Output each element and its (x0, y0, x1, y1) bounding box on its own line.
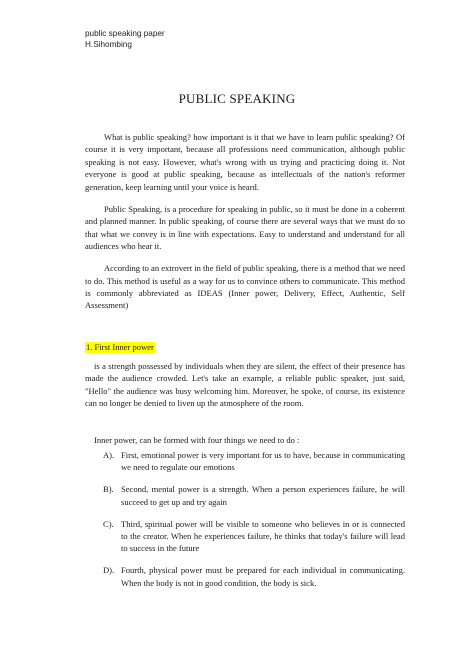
list-item (103, 449, 405, 474)
paragraph-3: According to an extrovert in the field of public speaking, there is a method that we need to do. This method is useful as a way for us to convince others to communicate. This method is commonly abbreviated as IDEAS (Inner power, Delivery, Effect, Authentic, Self Assessment) (85, 263, 405, 311)
list-marker: B). (103, 484, 114, 495)
list-marker: A). (103, 450, 115, 460)
paragraph-1: What is public speaking? how important is it that we have to learn public speaking? Of course it is very important, because all professions need communication, although public speaking is not easy. However, what's wrong with us trying and practicing doing it. Not everyone is good at public speaking, because as intellectuals of the nation's reformer generation, keep learning until your voice is heard. (85, 132, 405, 192)
list-intro: Inner power, can be formed with four things we need to do : (94, 435, 300, 445)
header-line-paper-name: public speaking paper (85, 29, 165, 38)
intro-paragraphs (85, 131, 405, 321)
section-heading-inner-power: 1. First Inner power (86, 342, 154, 352)
header-line-author: H.Sihombing (85, 39, 132, 49)
paragraph-2: Public Speaking, is a procedure for speaking in public, so it must be done in a coherent and planned manner. In public speaking, of course there are several ways that we must do so that what we convey is in line with expectations. Easy to understand and understand for all audiences who hear it. (85, 203, 405, 252)
list-item-text: First, emotional power is very important for us to have, because in communicating we need to regulate our emotions (121, 450, 405, 473)
list-item (103, 518, 405, 555)
page-header (85, 29, 165, 50)
document-title: PUBLIC SPEAKING (178, 91, 296, 106)
list-item-text: Fourth, physical power must be prepared for each individual in communicating. When the body is not in good condition, the body is sick. (121, 565, 405, 588)
list-item-text: Second, mental power is a strength. When a person experiences failure, he will succeed to get up and try again (121, 484, 405, 507)
list-item (103, 564, 405, 589)
list-marker: C). (103, 518, 114, 529)
list-item (103, 483, 405, 508)
inner-power-paragraph: is a strength possessed by individuals when they are silent, the effect of their presence has made the audience crowded. Let's take an example, a reliable public speaker, just said, "Hello" the audience was busy welcoming him. Moreover, he spoke, of course, its existence can no longer be denied to liven up the atmosphere of the room. (85, 361, 405, 409)
section-1-body (85, 360, 405, 419)
list-marker: D). (103, 565, 115, 576)
list-item-text: Third, spiritual power will be visible to someone who believes in or is connected to the creator. When he experiences failure, he thinks that today's failure will lead to success in the future (121, 518, 405, 554)
inner-power-list (103, 449, 405, 599)
